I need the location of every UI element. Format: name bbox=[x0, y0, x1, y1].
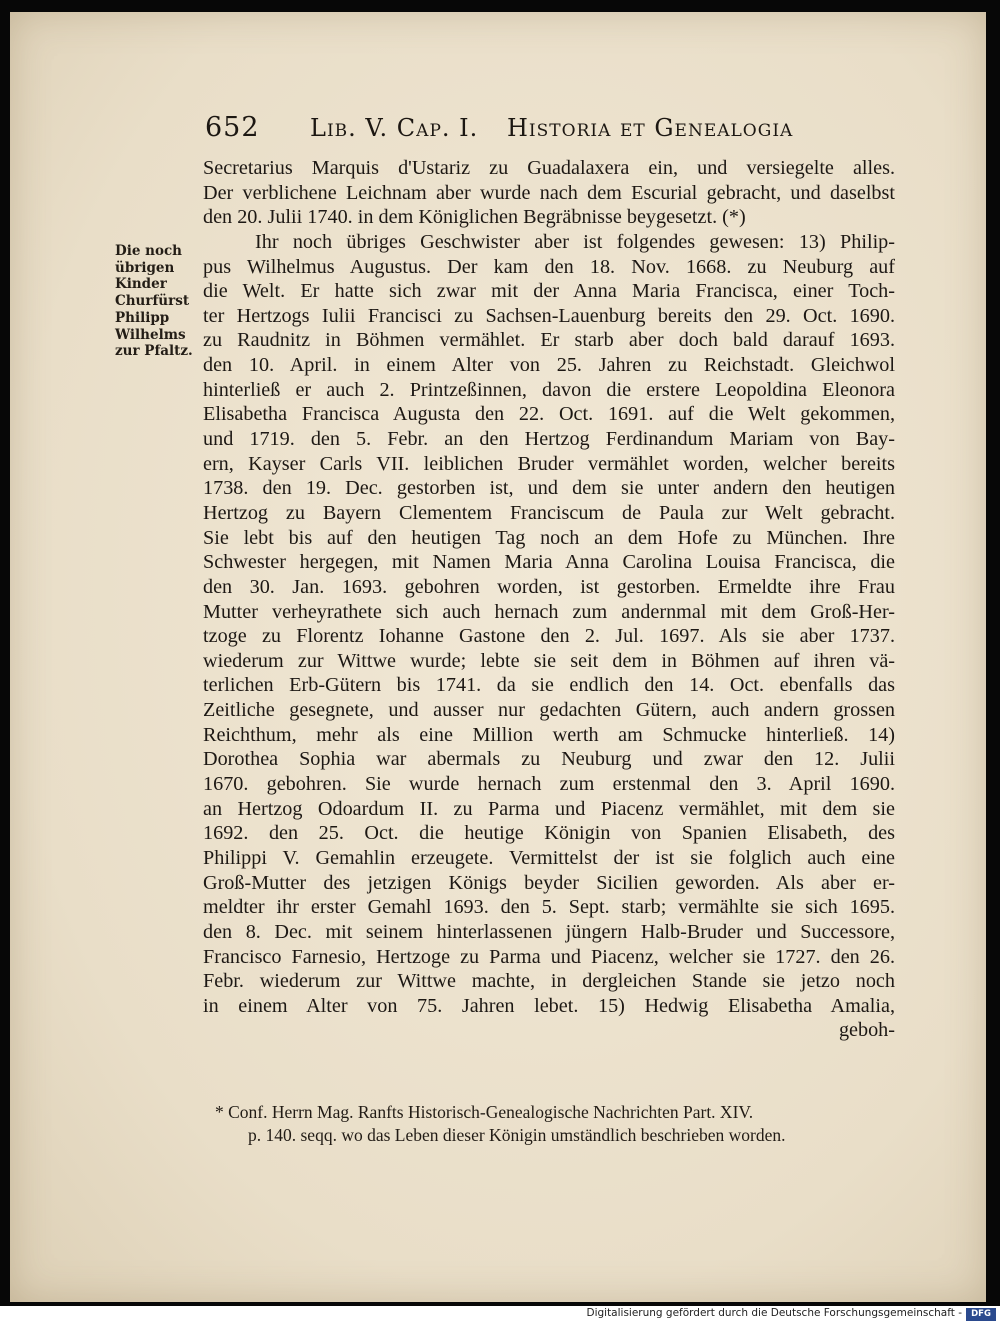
text-line: den 20. Julii 1740. in dem Königlichen Begräbnisse beygesetzt. (*) bbox=[203, 206, 746, 229]
text-line: Sie lebt bis auf den heutigen Tag noch an dem Hofe zu München. Ihre bbox=[203, 526, 895, 549]
text-line: Groß-Mutter des jetzigen Königs beyder Sicilien geworden. Als aber er- bbox=[203, 871, 895, 894]
running-title: Historia et Genealogia bbox=[507, 114, 794, 142]
text-line: Hertzog zu Bayern Clementem Franciscum de Paula zur Welt gebracht. bbox=[203, 501, 895, 524]
footnote bbox=[215, 1101, 895, 1147]
text-line: meldter ihr erster Gemahl 1693. den 5. Sept. starb; vermählte sie sich 1695. bbox=[203, 896, 895, 919]
text-line: Reichthum, mehr als eine Million werth am Schmucke hinterließ. 14) bbox=[203, 723, 895, 746]
funding-credit: Digitalisierung gefördert durch die Deutsche Forschungsgemeinschaft - bbox=[586, 1307, 962, 1319]
text-line: 1738. den 19. Dec. gestorben ist, und dem sie unter andern den heutigen bbox=[203, 477, 895, 500]
catchword: geboh- bbox=[838, 1019, 895, 1042]
text-line: ern, Kayser Carls VII. leiblichen Bruder vermählet worden, welcher bereits bbox=[203, 452, 895, 475]
text-line: ter Hertzogs Iulii Francisci zu Sachsen-Lauenburg bereits den 29. Oct. 1690. bbox=[203, 304, 895, 327]
text-line: zu Raudnitz in Böhmen vermählet. Er starb aber doch bald darauf 1693. bbox=[203, 329, 895, 352]
margin-note-line: Die noch bbox=[115, 243, 182, 259]
text-line: 1670. gebohren. Sie wurde hernach zum erstenmal den 3. April 1690. bbox=[203, 773, 895, 796]
dfg-logo: DFG bbox=[966, 1308, 996, 1321]
text-line: Elisabetha Francisca Augusta den 22. Oct. 1691. auf die Welt gekommen, bbox=[203, 403, 895, 426]
text-line: Secretarius Marquis d'Ustariz zu Guadalaxera ein, und versiegelte alles. bbox=[203, 157, 895, 179]
margin-note-line: Wilhelms bbox=[115, 326, 186, 343]
text-line: Schwester hergegen, mit Namen Maria Anna Carolina Louisa Francisca, die bbox=[203, 551, 895, 574]
margin-note-line: Churfürst bbox=[115, 293, 190, 310]
text-line: tzoge zu Florentz Iohanne Gastone den 2. Jul. 1697. Als sie aber 1737. bbox=[203, 625, 895, 648]
text-line: Zeitliche gesegnete, und ausser nur gedachten Gütern, auch andern grossen bbox=[203, 699, 895, 722]
text-line: den 10. April. in einem Alter von 25. Jahren zu Reichstadt. Gleichwol bbox=[203, 354, 895, 377]
text-line: Francisco Farnesio, Hertzoge zu Parma und Piacenz, welcher sie 1727. den 26. bbox=[203, 945, 895, 968]
text-line: Der verblichene Leichnam aber wurde nach dem Escurial gebracht, und daselbst bbox=[203, 181, 895, 204]
page-number: 652 bbox=[205, 112, 260, 143]
text-line: terlichen Erb-Gütern bis 1741. da sie endlich den 14. Oct. ebenfalls das bbox=[203, 674, 895, 697]
running-header bbox=[205, 112, 795, 146]
text-line: 1692. den 25. Oct. die heutige Königin von Spanien Elisabeth, des bbox=[203, 822, 895, 845]
chapter-heading: Lib. V. Cap. I. bbox=[310, 114, 479, 142]
text-line: Febr. wiederum zur Wittwe machte, in dergleichen Stande sie jetzo noch bbox=[203, 970, 895, 993]
text-line: und 1719. den 5. Febr. an den Hertzog Ferdinandum Mariam von Bay- bbox=[203, 428, 895, 451]
margin-note-line: zur Pfaltz. bbox=[115, 343, 193, 360]
text-line: die Welt. Er hatte sich zwar mit der Anna Maria Francisca, einer Toch- bbox=[203, 280, 895, 303]
text-line: den 8. Dec. mit seinem hinterlassenen jüngern Halb-Bruder und Successore, bbox=[203, 920, 895, 943]
text-line: Dorothea Sophia war abermals zu Neuburg und zwar den 12. Julii bbox=[203, 748, 895, 771]
text-line: den 30. Jan. 1693. gebohren worden, ist gestorben. Ermeldte ihre Frau bbox=[203, 575, 895, 598]
text-line: hinterließ er auch 2. Printzeßinnen, davon die erstere Leopoldina Eleonora bbox=[203, 378, 895, 401]
text-line: an Hertzog Odoardum II. zu Parma und Piacenz vermählet, mit dem sie bbox=[203, 797, 895, 820]
margin-note bbox=[115, 243, 197, 360]
margin-note-line: Kinder bbox=[115, 276, 167, 293]
text-line: Ihr noch übriges Geschwister aber ist folgendes gewesen: 13) Philip- bbox=[255, 230, 895, 253]
text-line: Mutter verheyrathete sich auch hernach zum andernmal mit dem Groß-Her- bbox=[203, 600, 895, 623]
text-line: in einem Alter von 75. Jahren lebet. 15) Hedwig Elisabetha Amalia, bbox=[203, 994, 895, 1017]
text-line: Philippi V. Gemahlin erzeugete. Vermittelst der ist sie folglich auch eine bbox=[203, 846, 895, 869]
footnote-line: p. 140. seqq. wo das Leben dieser Königin umständlich beschrieben worden. bbox=[248, 1125, 786, 1145]
margin-note-line: übrigen bbox=[115, 259, 175, 276]
text-line: wiederum zur Wittwe wurde; lebte sie seit dem in Böhmen auf ihren vä- bbox=[203, 649, 895, 672]
margin-note-line: Philipp bbox=[115, 309, 170, 326]
body-text bbox=[203, 156, 895, 1043]
footnote-line: * Conf. Herrn Mag. Ranfts Historisch-Genealogische Nachrichten Part. XIV. bbox=[215, 1102, 754, 1122]
text-line: pus Wilhelmus Augustus. Der kam den 18. Nov. 1668. zu Neuburg auf bbox=[203, 255, 895, 278]
